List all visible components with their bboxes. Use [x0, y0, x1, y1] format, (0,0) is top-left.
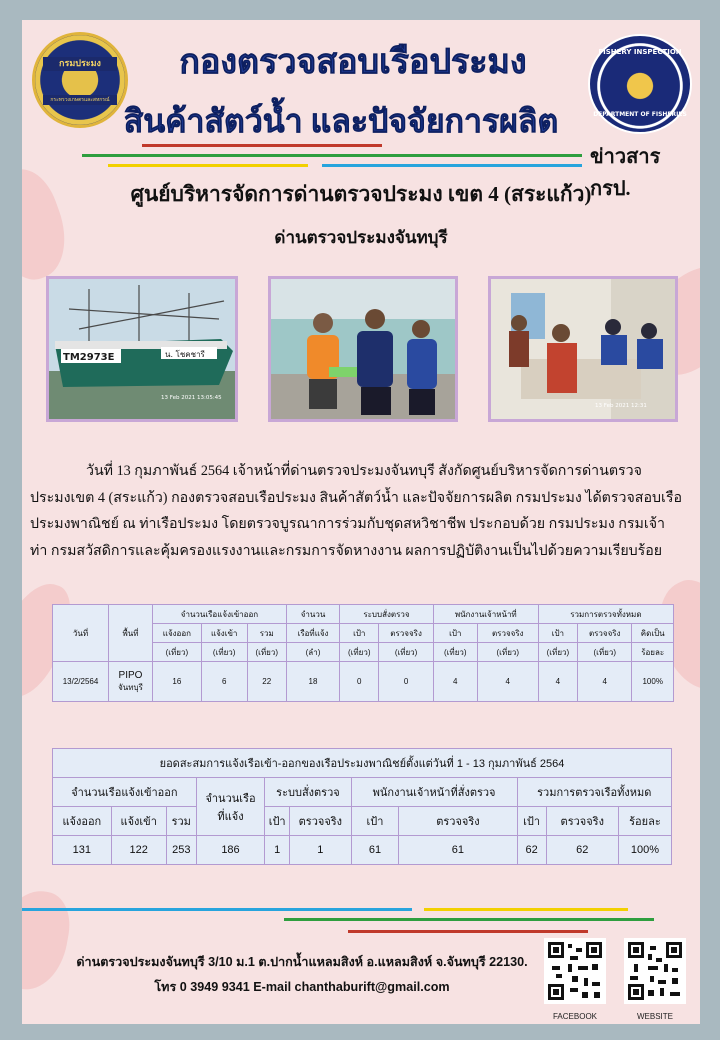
logo-left-subtext: กระทรวงเกษตรและสหกรณ์ — [43, 95, 117, 105]
sub-in: แจ้งเข้า — [201, 624, 247, 643]
sub-sum: รวม — [166, 807, 196, 836]
logo-left-text: กรมประมง — [43, 57, 117, 71]
cell-staff-actual: 4 — [477, 662, 538, 702]
unit-trip: (เที่ยว) — [433, 643, 477, 662]
cumulative-inspection-table — [52, 748, 672, 865]
sub-actual: ตรวจจริง — [477, 624, 538, 643]
photo-office-counter — [488, 276, 678, 422]
unit-trip: (เที่ยว) — [340, 643, 379, 662]
col-date-header: วันที่ — [53, 605, 109, 662]
cell-pct: 100% — [618, 836, 671, 865]
qr-icon — [628, 942, 682, 1000]
daily-inspection-table — [52, 604, 674, 702]
col-area-header: พื้นที่ — [109, 605, 153, 662]
divider-red — [142, 144, 382, 147]
photo-timestamp: 13 Feb 2021 12:31 — [595, 403, 647, 409]
divider-yellow — [108, 164, 308, 167]
logo-right-top-text: FISHERY INSPECTION — [598, 48, 682, 56]
qr-icon — [548, 942, 602, 1000]
divider-blue — [322, 164, 582, 167]
headline-main: ศูนย์บริหารจัดการด่านตรวจประมง เขต 4 (สระแก้ว) — [130, 182, 592, 206]
sub-target: เป้า — [265, 807, 290, 836]
cell-in: 122 — [111, 836, 166, 865]
col-boats-header-1: จำนวนเรือ — [205, 792, 256, 805]
sub-target: เป้า — [351, 807, 399, 836]
cell-order-target: 1 — [265, 836, 290, 865]
col-order-header: ระบบสั่งตรวจ — [340, 605, 434, 624]
boat-name-label: น. โชคชารี — [165, 350, 205, 359]
unit-trip: (เที่ยว) — [578, 643, 632, 662]
sub-out: แจ้งออก — [53, 807, 112, 836]
website-qr-code[interactable] — [624, 938, 686, 1004]
sub-target: เป้า — [340, 624, 379, 643]
cell-out: 131 — [53, 836, 112, 865]
website-qr-caption: WEBSITE — [636, 1012, 673, 1021]
col-count-header: จำนวน — [286, 605, 339, 624]
col-boats-header — [196, 778, 264, 836]
cell-area-code: PIPO — [118, 669, 143, 681]
cell-sum: 22 — [247, 662, 286, 702]
col-order-header: ระบบสั่งตรวจ — [265, 778, 351, 807]
col-total-header: รวมการตรวจทั้งหมด — [538, 605, 673, 624]
divider-yellow — [424, 908, 628, 911]
news-body-paragraph: วันที่ 13 กุมภาพันธ์ 2564 เจ้าหน้าที่ด่านตรวจประมงจันทบุรี สังกัดศูนย์บริหารจัดการด่านตรวจประมงเขต 4 (สระแก้ว) กองตรวจสอบเรือประมง สินค้าสัตว์น้ำ และปัจจัยการผลิต กรมประมง ได้ตรวจสอบเรือประมงพาณิชย์ ณ ท่าเรือประมง โดยตรวจบูรณาการร่วมกับชุดสหวิชาชีพ ประกอบด้วย กรมประมง กรมเจ้าท่า กรมสวัสดิการและคุ้มครองแรงงานและกรมการจัดหางงาน ผลการปฏิบัติงานเป็นไปด้วยความเรียบร้อย — [30, 463, 682, 559]
cell-out: 16 — [153, 662, 202, 702]
table-caption: ยอดสะสมการแจ้งเรือเข้า-ออกของเรือประมงพาณิชย์ตั้งแต่วันที่ 1 - 13 กุมภาพันธ์ 2564 — [53, 749, 672, 778]
cell-order-actual: 0 — [379, 662, 433, 702]
cell-sum: 253 — [166, 836, 196, 865]
sub-target: เป้า — [538, 624, 577, 643]
col-boats-header-2: ที่แจ้ง — [217, 810, 244, 823]
sub-pct: คิดเป็น — [632, 624, 674, 643]
footer-address: ด่านตรวจประมงจันทบุรี 3/10 ม.1 ต.ปากน้ำแหลมสิงห์ อ.แหลมสิงห์ จ.จันทบุรี 22130. — [76, 955, 528, 969]
cell-total-target: 62 — [517, 836, 546, 865]
header-title-line1: กองตรวจสอบเรือประมง — [179, 44, 527, 81]
divider-green — [284, 918, 654, 921]
photo-inspection-officers — [268, 276, 458, 422]
table-row — [53, 836, 672, 865]
news-sheet — [22, 20, 700, 1024]
officers-photo-image — [271, 279, 455, 419]
facebook-qr-caption: FACEBOOK — [552, 1012, 597, 1021]
cell-total-actual: 62 — [546, 836, 618, 865]
unit-pct: ร้อยละ — [632, 643, 674, 662]
cell-staff-target: 61 — [351, 836, 399, 865]
sub-boats: เรือที่แจ้ง — [286, 624, 339, 643]
col-total-header: รวมการตรวจเรือทั้งหมด — [517, 778, 671, 807]
photo-timestamp: 13 Feb 2021 13:05:45 — [161, 395, 222, 401]
unit-boat: (ลำ) — [286, 643, 339, 662]
unit-trip: (เที่ยว) — [477, 643, 538, 662]
headline-sub: ด่านตรวจประมงจันทบุรี — [274, 228, 448, 247]
sub-actual: ตรวจจริง — [290, 807, 352, 836]
boat-id-label: TM2973E — [63, 352, 115, 363]
logo-right-bottom-text: DEPARTMENT OF FISHERIES — [593, 111, 687, 118]
sub-actual: ตรวจจริง — [379, 624, 433, 643]
sub-in: แจ้งเข้า — [111, 807, 166, 836]
cell-in: 6 — [201, 662, 247, 702]
cell-total-actual: 4 — [578, 662, 632, 702]
divider-blue — [22, 908, 412, 911]
sub-pct: ร้อยละ — [618, 807, 671, 836]
photo-fishing-boat — [46, 276, 238, 422]
unit-trip: (เที่ยว) — [379, 643, 433, 662]
sub-target: เป้า — [517, 807, 546, 836]
cell-order-target: 0 — [340, 662, 379, 702]
boat-photo-image — [49, 279, 235, 419]
sub-actual: ตรวจจริง — [399, 807, 517, 836]
footer-contact — [52, 950, 552, 1000]
fishery-inspection-logo — [588, 34, 692, 134]
col-notify-header: จำนวนเรือแจ้งเข้าออก — [153, 605, 287, 624]
cell-boats: 186 — [196, 836, 264, 865]
sub-sum: รวม — [247, 624, 286, 643]
table-row — [53, 662, 674, 702]
unit-trip: (เที่ยว) — [247, 643, 286, 662]
cell-order-actual: 1 — [290, 836, 352, 865]
sub-out: แจ้งออก — [153, 624, 202, 643]
footer-phone-email: โทร 0 3949 9341 E-mail chanthaburift@gmail.com — [154, 980, 450, 994]
unit-trip: (เที่ยว) — [201, 643, 247, 662]
col-staff-header: พนักงานเจ้าหน้าที่สั่งตรวจ — [351, 778, 517, 807]
cell-total-target: 4 — [538, 662, 577, 702]
cell-boats: 18 — [286, 662, 339, 702]
news-tag: ข่าวสาร กรป. — [590, 146, 661, 200]
cell-area-name: จันทบุรี — [118, 682, 143, 692]
divider-green — [82, 154, 322, 157]
col-staff-header: พนักงานเจ้าหน้าที่ — [433, 605, 538, 624]
divider-red — [348, 930, 588, 933]
office-photo-image — [491, 279, 675, 419]
unit-trip: (เที่ยว) — [538, 643, 577, 662]
cell-area — [109, 662, 153, 702]
sub-actual: ตรวจจริง — [546, 807, 618, 836]
cell-staff-target: 4 — [433, 662, 477, 702]
cell-pct: 100% — [632, 662, 674, 702]
header-title-line2: สินค้าสัตว์น้ำ และปัจจัยการผลิต — [123, 103, 559, 139]
cell-staff-actual: 61 — [399, 836, 517, 865]
cell-date: 13/2/2564 — [53, 662, 109, 702]
unit-trip: (เที่ยว) — [153, 643, 202, 662]
divider-green — [322, 154, 582, 157]
sub-target: เป้า — [433, 624, 477, 643]
col-notify-header: จำนวนเรือแจ้งเข้าออก — [53, 778, 197, 807]
sub-actual: ตรวจจริง — [578, 624, 632, 643]
facebook-qr-code[interactable] — [544, 938, 606, 1004]
